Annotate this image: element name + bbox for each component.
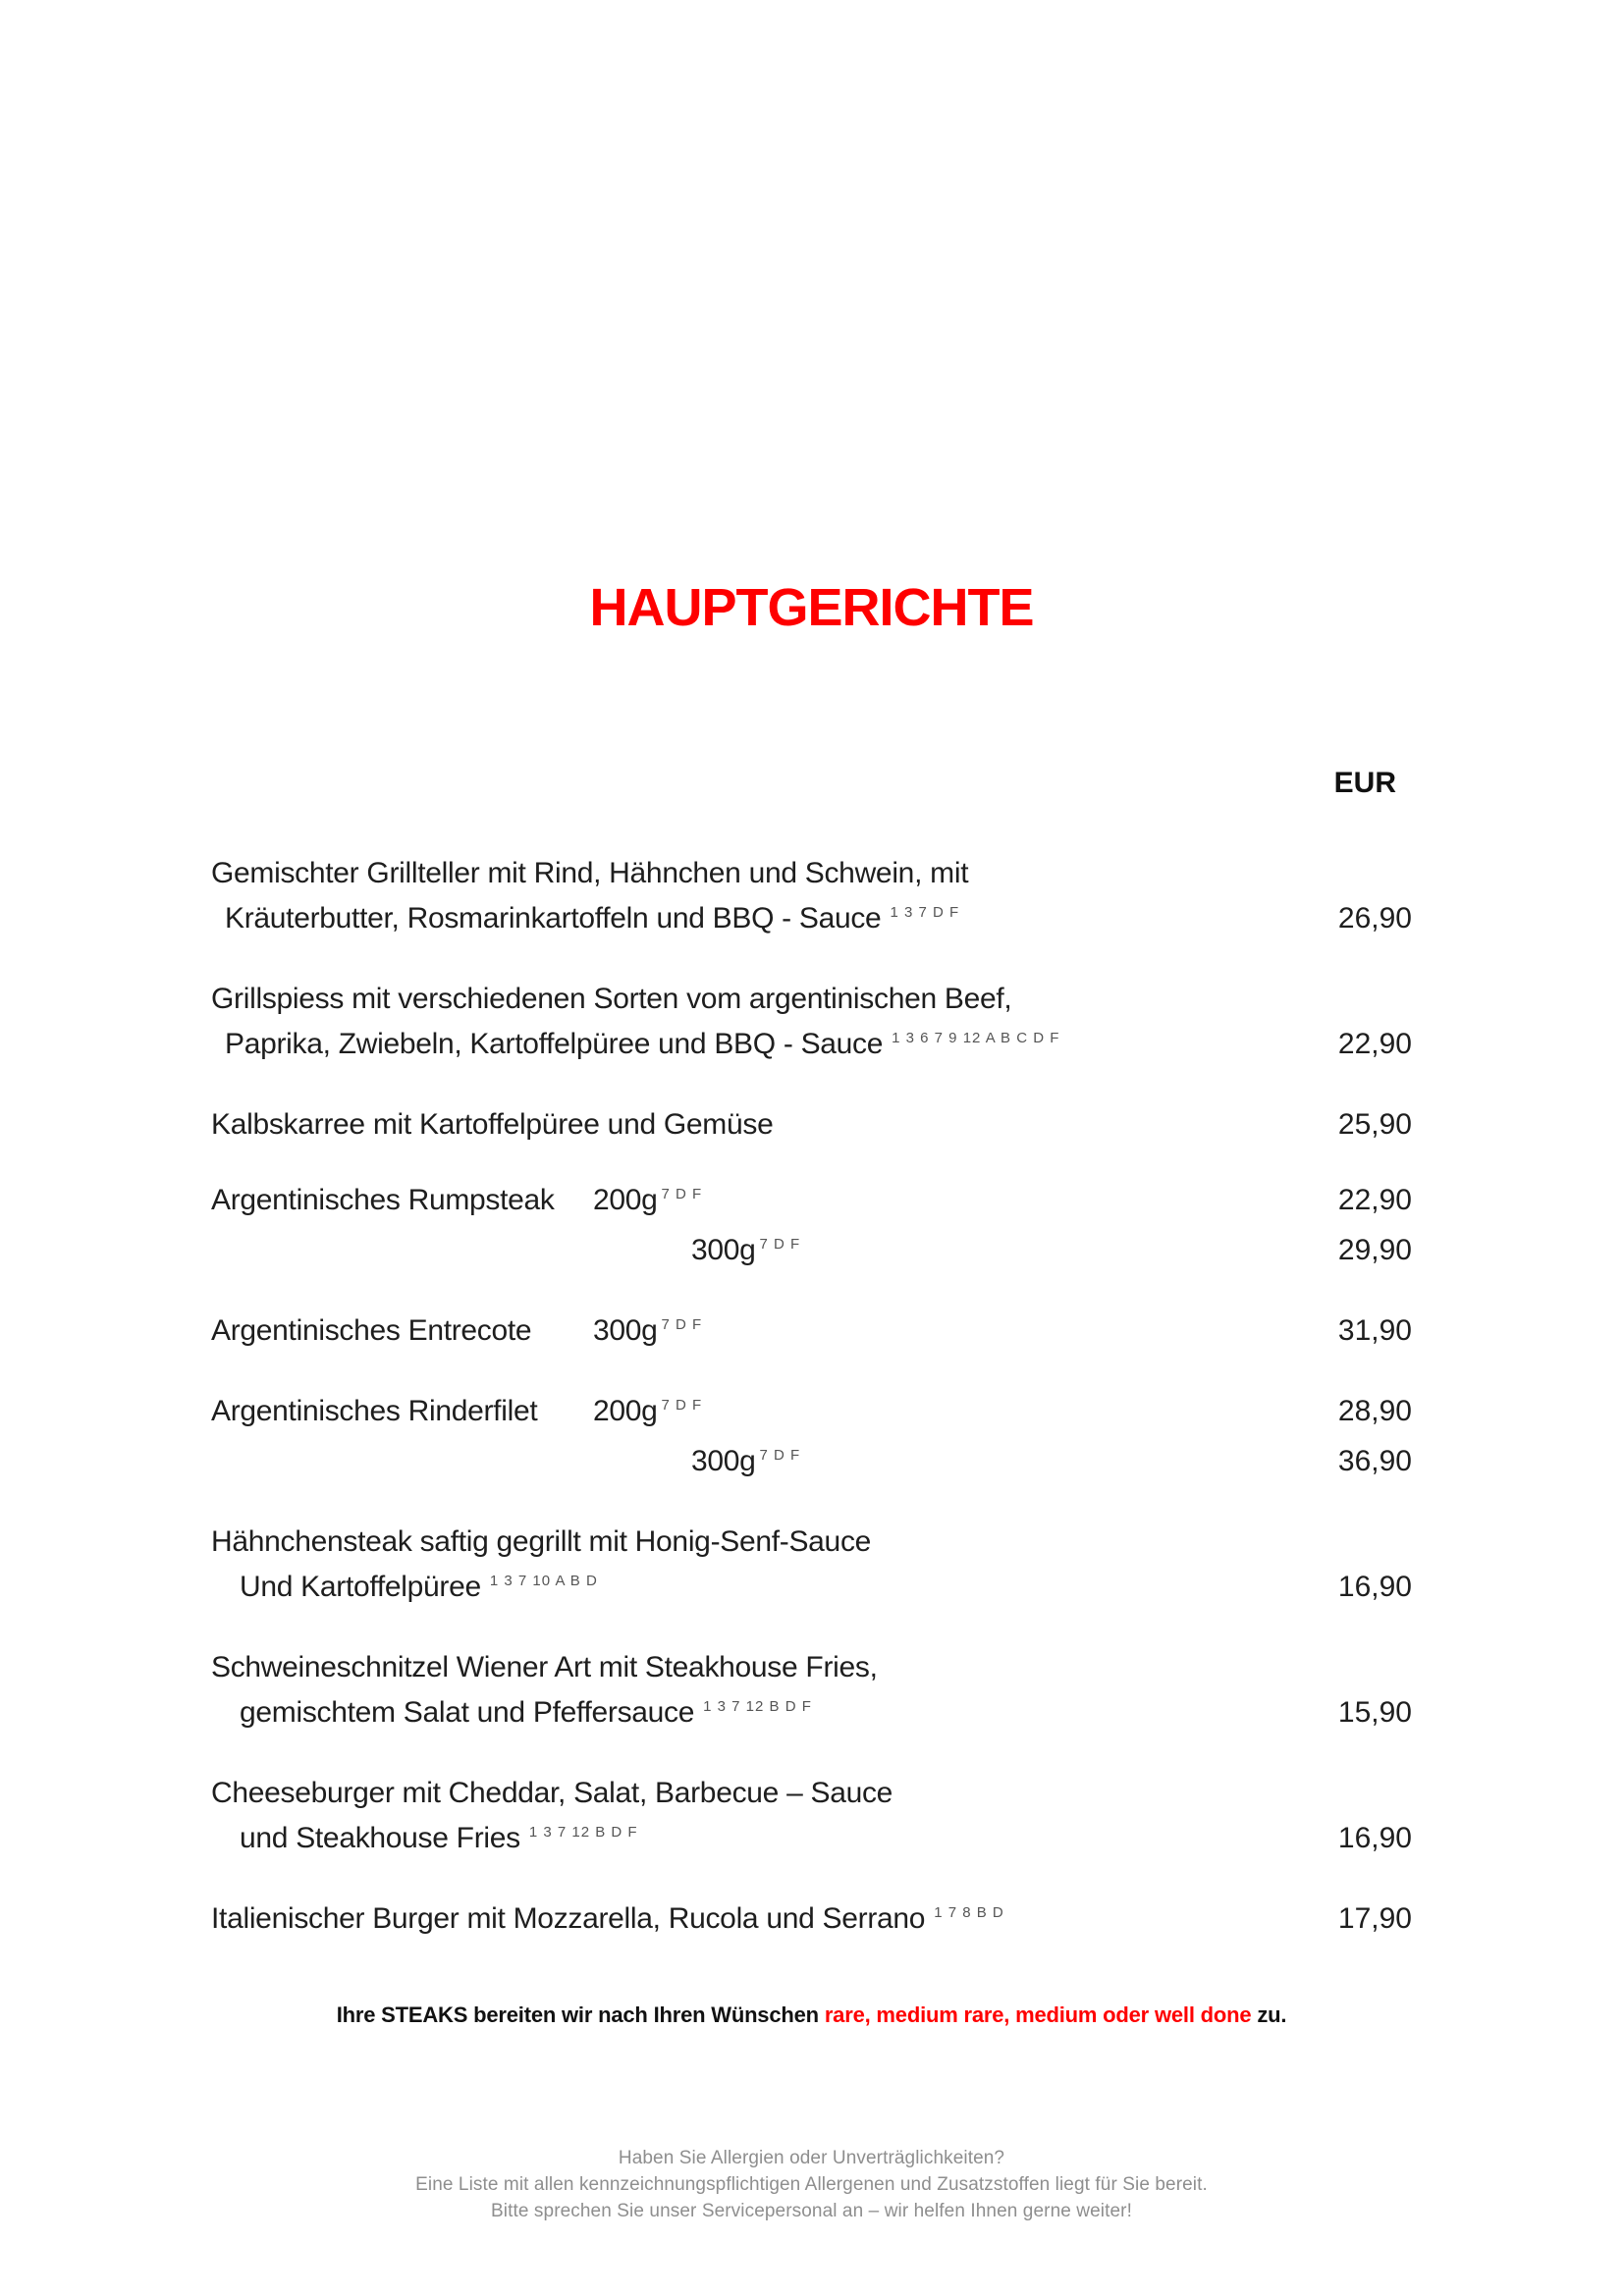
dish-text (211, 1565, 1265, 1615)
allergen-codes: 1 3 7 D F (890, 904, 960, 921)
allergen-codes: 7 D F (661, 1186, 703, 1202)
menu-item-line (211, 1816, 1412, 1866)
menu-item (211, 1308, 1412, 1359)
dish-description: Und Kartoffelpüree (240, 1571, 481, 1603)
menu-item (211, 1520, 1412, 1615)
allergen-codes: 1 3 7 12 B D F (703, 1698, 812, 1715)
dish-name: Argentinisches Rinderfilet (211, 1395, 538, 1427)
menu-item (211, 1645, 1412, 1740)
price: 26,90 (1337, 902, 1412, 934)
menu-item-line (211, 1178, 1412, 1228)
steak-note-prefix: Ihre STEAKS bereiten wir nach Ihren Wünschen (336, 2002, 825, 2027)
menu-item (211, 1102, 1412, 1148)
menu-item (211, 851, 1412, 946)
dish-text (211, 977, 1412, 1022)
steak-preparation-note (211, 2002, 1412, 2029)
dish-name: Cheeseburger mit Cheddar, Salat, Barbecue – Sauce (211, 1777, 893, 1809)
dish-name: Argentinisches Rumpsteak (211, 1184, 555, 1216)
dish-name: Grillspiess mit verschiedenen Sorten vom argentinischen Beef, (211, 983, 1012, 1015)
menu-item-line (211, 1690, 1412, 1740)
price: 15,90 (1337, 1696, 1412, 1729)
price: 22,90 (1337, 1184, 1412, 1216)
dish-text (211, 1102, 1265, 1148)
dish-name: Gemischter Grillteller mit Rind, Hähnchen und Schwein, mit (211, 857, 969, 889)
price: 31,90 (1337, 1314, 1412, 1347)
dish-text (211, 1022, 1265, 1072)
steak-note-suffix: zu. (1251, 2002, 1287, 2027)
dish-name: Italienischer Burger mit Mozzarella, Rucola und Serrano (211, 1902, 926, 1935)
dish-text (211, 1520, 1412, 1565)
dish-text (211, 851, 1412, 896)
dish-description: Paprika, Zwiebeln, Kartoffelpüree und BBQ - Sauce (225, 1028, 884, 1060)
dish-text (211, 1178, 1265, 1228)
allergen-codes: 1 3 7 12 B D F (528, 1824, 638, 1841)
portion-weight: 300g (691, 1445, 756, 1477)
allergen-codes: 1 3 6 7 9 12 A B C D F (892, 1030, 1060, 1046)
price: 17,90 (1337, 1902, 1412, 1935)
price: 25,90 (1337, 1108, 1412, 1141)
menu-content (0, 765, 1623, 2224)
menu-item (211, 1896, 1412, 1947)
menu-item-line (211, 1565, 1412, 1615)
menu-item (211, 1771, 1412, 1866)
portion-weight: 200g (593, 1184, 658, 1216)
allergen-codes: 7 D F (661, 1316, 703, 1333)
portion-weight: 300g (593, 1314, 658, 1347)
dish-text (211, 1389, 1265, 1439)
dish-description: gemischtem Salat und Pfeffersauce (240, 1696, 695, 1729)
menu-item (211, 977, 1412, 1072)
allergen-codes: 7 D F (759, 1236, 801, 1253)
menu-item-line (211, 1308, 1412, 1359)
allergen-codes: 7 D F (759, 1447, 801, 1464)
dish-name: Kalbskarree mit Kartoffelpüree und Gemüse (211, 1108, 774, 1141)
menu-item-line (211, 851, 1412, 896)
menu-item-line (211, 1520, 1412, 1565)
price: 16,90 (1337, 1571, 1412, 1603)
dish-text (211, 1816, 1265, 1866)
dish-description: Kräuterbutter, Rosmarinkartoffeln und BBQ - Sauce (225, 902, 882, 934)
allergy-footer (211, 2145, 1412, 2224)
dish-text (211, 1896, 1265, 1947)
price: 36,90 (1337, 1445, 1412, 1477)
menu-item-line (211, 1228, 1412, 1278)
menu-item-line (211, 1389, 1412, 1439)
dish-description: und Steakhouse Fries (240, 1822, 520, 1854)
menu-item (211, 1178, 1412, 1278)
dish-text (211, 1228, 1265, 1278)
dish-name: Argentinisches Entrecote (211, 1314, 532, 1347)
dish-text (211, 896, 1265, 946)
dish-text (211, 1439, 1265, 1489)
portion-weight: 300g (691, 1234, 756, 1266)
dish-text (211, 1308, 1265, 1359)
allergy-footer-line: Eine Liste mit allen kennzeichnungspflichtigen Allergenen und Zusatzstoffen liegt für Sie bereit. (415, 2174, 1208, 2195)
menu-item-line (211, 977, 1412, 1022)
price: 22,90 (1337, 1028, 1412, 1060)
price: 28,90 (1337, 1395, 1412, 1427)
price: 29,90 (1337, 1234, 1412, 1266)
allergen-codes: 1 3 7 10 A B D (489, 1573, 598, 1589)
menu-item-line (211, 1645, 1412, 1690)
menu-item-line (211, 1102, 1412, 1148)
allergen-codes: 7 D F (661, 1397, 703, 1414)
dish-text (211, 1645, 1412, 1690)
page-title: HAUPTGERICHTE (589, 578, 1034, 637)
menu-list (211, 851, 1412, 1947)
allergy-footer-line: Bitte sprechen Sie unser Servicepersonal an – wir helfen Ihnen gerne weiter! (491, 2201, 1132, 2221)
menu-item (211, 1389, 1412, 1489)
menu-item-line (211, 1771, 1412, 1816)
menu-item-line (211, 1022, 1412, 1072)
allergen-codes: 1 7 8 B D (934, 1904, 1004, 1921)
portion-weight: 200g (593, 1395, 658, 1427)
dish-name: Hähnchensteak saftig gegrillt mit Honig-Senf-Sauce (211, 1525, 872, 1558)
menu-item-line (211, 896, 1412, 946)
currency-header: EUR (1333, 767, 1396, 799)
steak-note-highlight: rare, medium rare, medium oder well done (824, 2002, 1252, 2027)
menu-item-line (211, 1439, 1412, 1489)
dish-text (211, 1771, 1412, 1816)
menu-item-line (211, 1896, 1412, 1947)
dish-name: Schweineschnitzel Wiener Art mit Steakhouse Fries, (211, 1651, 878, 1683)
allergy-footer-line: Haben Sie Allergien oder Unverträglichkeiten? (618, 2148, 1005, 2168)
dish-text (211, 1690, 1265, 1740)
price: 16,90 (1337, 1822, 1412, 1854)
